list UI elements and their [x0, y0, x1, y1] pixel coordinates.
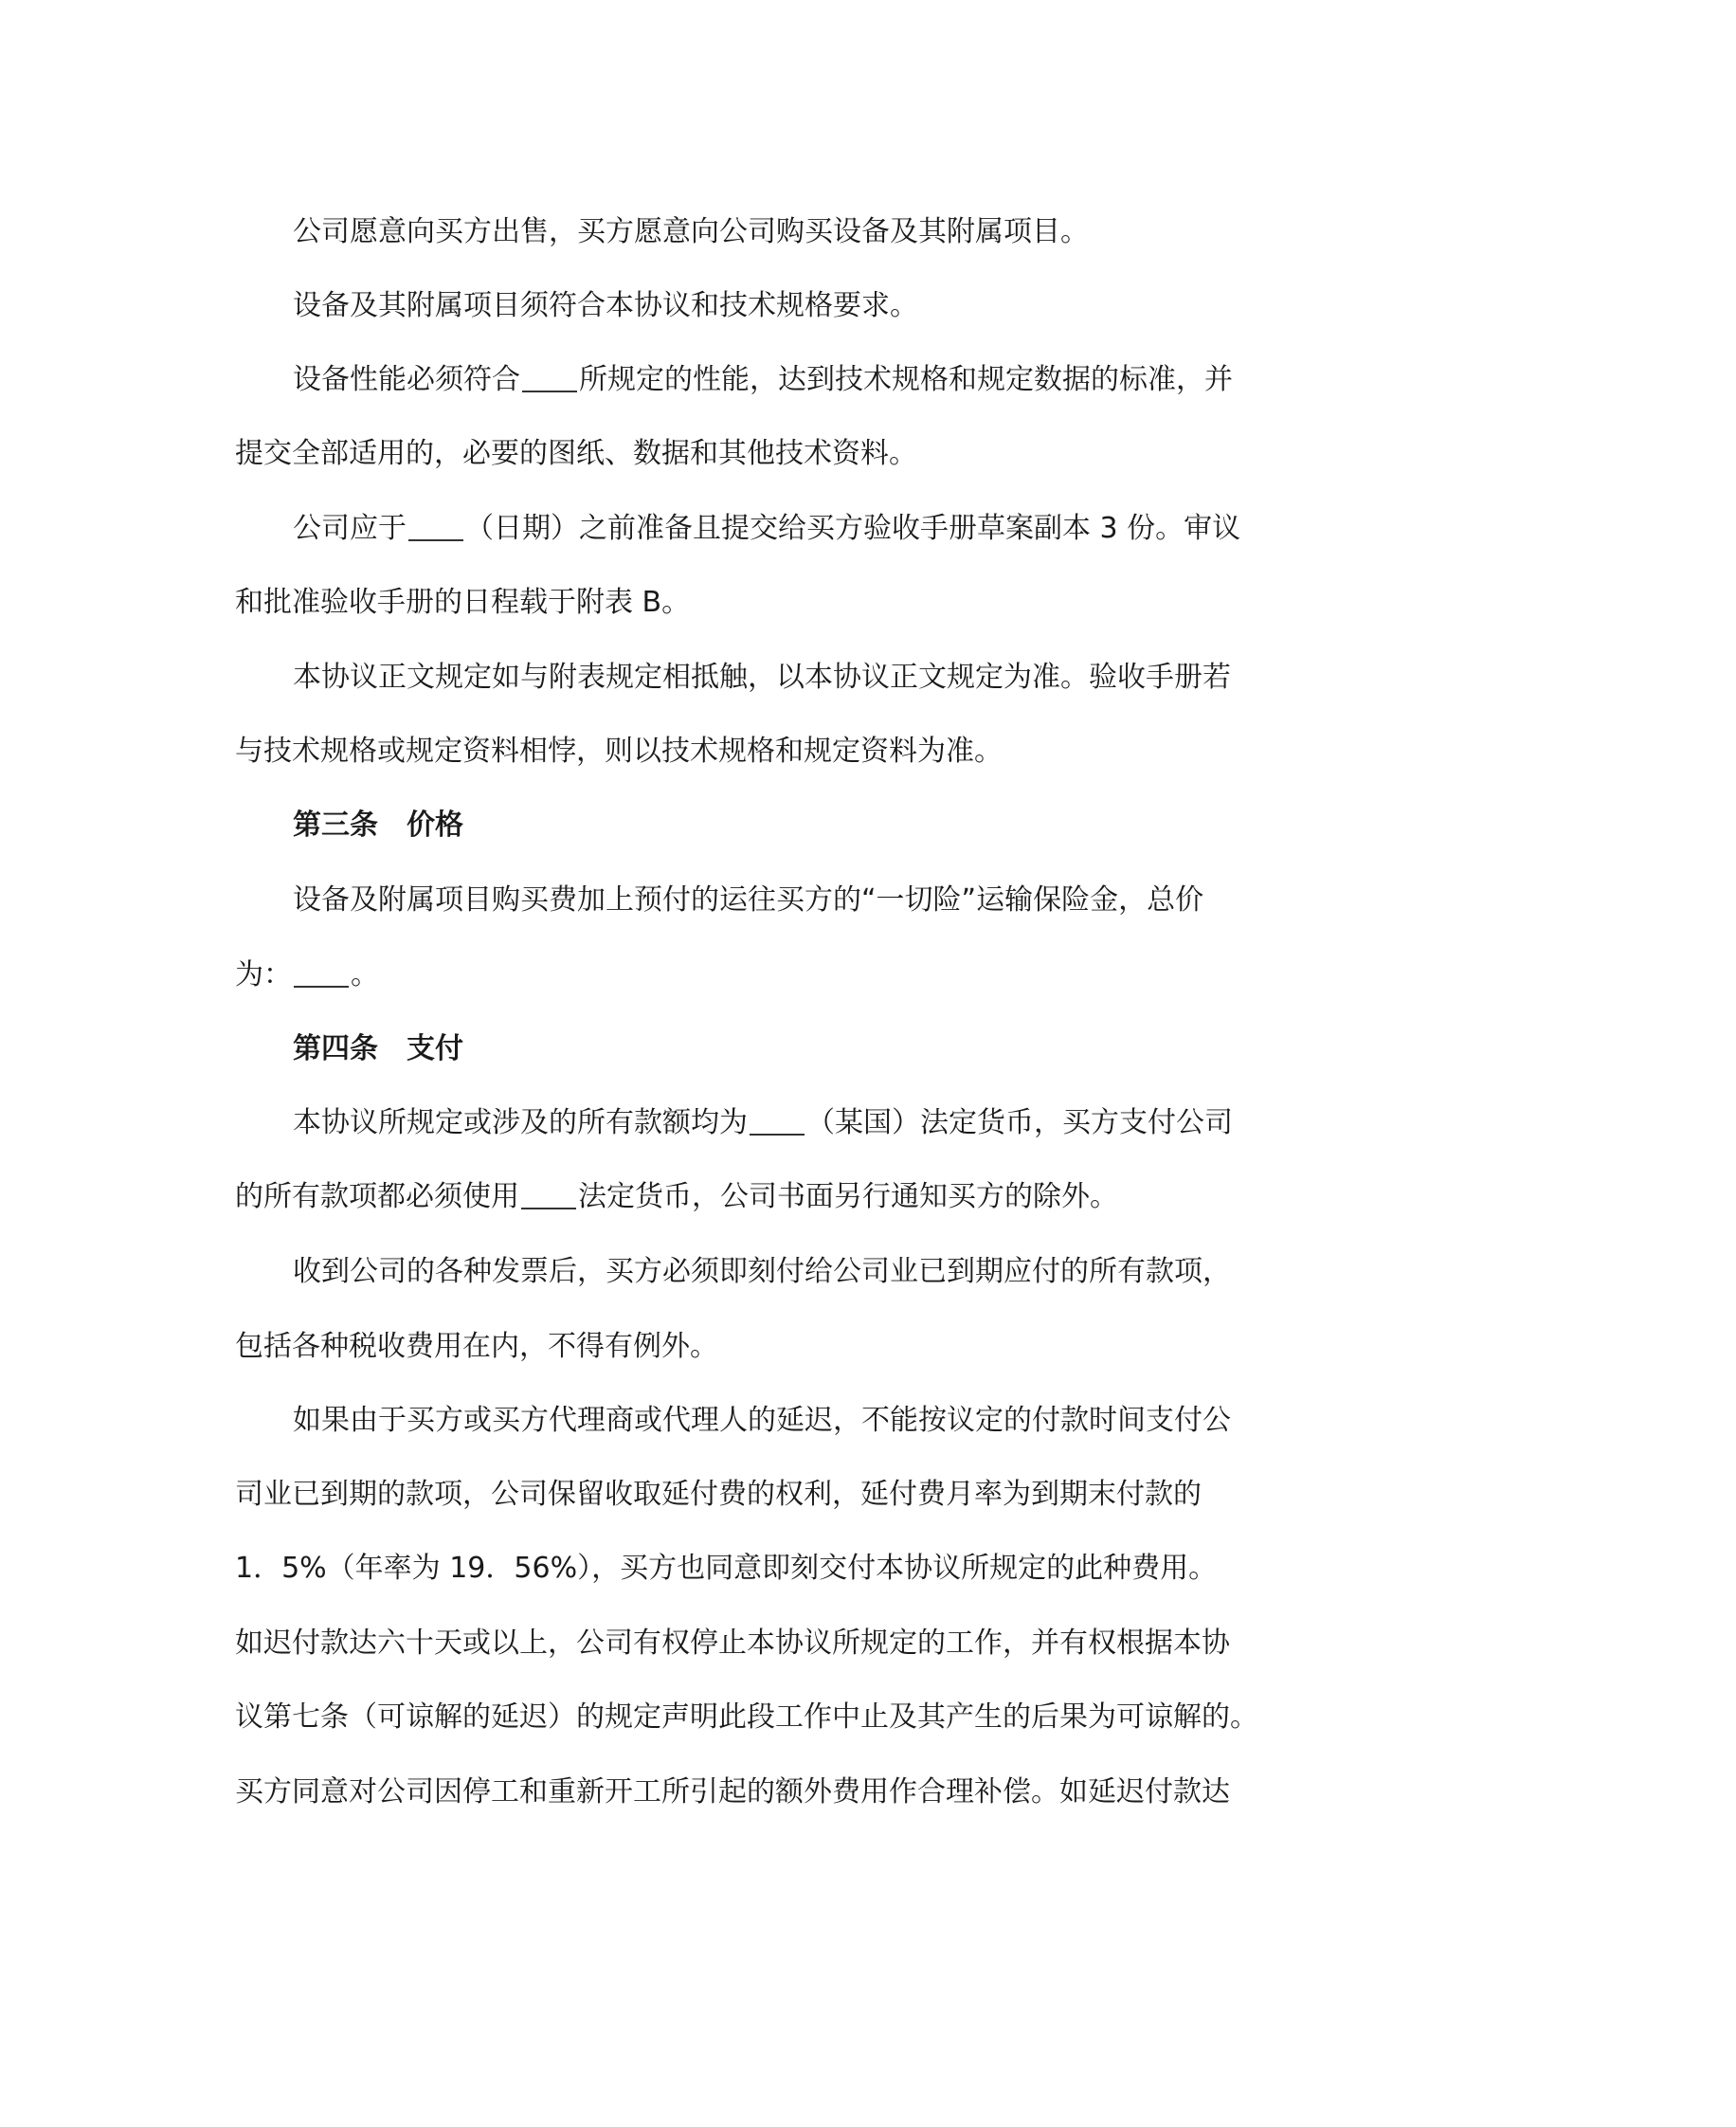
text-segment: （某国）法定货币，买方支付公司: [806, 1106, 1233, 1139]
text-segment: 公司应于: [293, 512, 407, 545]
paragraph-line: 买方同意对公司因停工和重新开工所引起的额外费用作合理补偿。如延迟付款达: [235, 1775, 1230, 1809]
paragraph-line: 和批准验收手册的日程载于附表 B。: [235, 586, 691, 619]
paragraph-line: 本协议正文规定如与附表规定相抵触，以本协议正文规定为准。验收手册若: [293, 661, 1231, 694]
text-segment: 。: [351, 958, 379, 991]
paragraph-line: [293, 1104, 1233, 1142]
paragraph-line: 提交全部适用的，必要的图纸、数据和其他技术资料。: [235, 437, 917, 470]
blank-field: [521, 1179, 576, 1209]
blank-field: [408, 511, 463, 541]
paragraph-line: 1．5%（年率为 19．56%），买方也同意即刻交付本协议所规定的此种费用。: [235, 1552, 1218, 1585]
paragraph-line: [293, 361, 1233, 399]
text-segment: （日期）之前准备且提交给买方验收手册草案副本 3 份。审议: [465, 512, 1241, 545]
text-segment: 所规定的性能，达到技术规格和规定数据的标准，并: [579, 363, 1233, 396]
paragraph-line: [235, 1178, 1118, 1216]
paragraph-line: 设备及附属项目购买费加上预付的运往买方的“一切险”运输保险金，总价: [293, 883, 1204, 917]
paragraph-line: 与技术规格或规定资料相悖，则以技术规格和规定资料为准。: [235, 735, 1003, 768]
text-segment: 法定货币，公司书面另行通知买方的除外。: [578, 1180, 1118, 1213]
paragraph-line: 议第七条（可谅解的延迟）的规定声明此段工作中止及其产生的后果为可谅解的。: [235, 1700, 1258, 1734]
blank-field: [522, 362, 577, 392]
blank-field: [294, 957, 349, 988]
paragraph-line: 如迟付款达六十天或以上，公司有权停止本协议所规定的工作，并有权根据本协: [235, 1627, 1230, 1660]
blank-field: [750, 1105, 805, 1136]
paragraph-line: 设备及其附属项目须符合本协议和技术规格要求。: [293, 289, 918, 322]
section-title: 支付: [407, 1032, 463, 1065]
paragraph-line: 收到公司的各种发票后，买方必须即刻付给公司业已到期应付的所有款项，: [293, 1255, 1231, 1288]
section-heading-3: [293, 807, 463, 845]
section-number: 第三条: [293, 809, 378, 842]
text-segment: 的所有款项都必须使用: [235, 1180, 519, 1213]
paragraph-line: 如果由于买方或买方代理商或代理人的延迟，不能按议定的付款时间支付公: [293, 1404, 1231, 1437]
section-title: 价格: [407, 809, 463, 842]
paragraph-line: 司业已到期的款项，公司保留收取延付费的权利，延付费月率为到期末付款的: [235, 1478, 1202, 1511]
paragraph-line: 公司愿意向买方出售，买方愿意向公司购买设备及其附属项目。: [293, 215, 1089, 248]
paragraph-line: 包括各种税收费用在内，不得有例外。: [235, 1330, 718, 1363]
text-segment: 为：: [235, 958, 292, 991]
paragraph-line: [293, 510, 1240, 548]
paragraph-line: [235, 956, 379, 994]
section-heading-4: [293, 1030, 463, 1068]
section-number: 第四条: [293, 1032, 378, 1065]
text-segment: 本协议所规定或涉及的所有款额均为: [293, 1106, 748, 1139]
text-segment: 设备性能必须符合: [293, 363, 520, 396]
